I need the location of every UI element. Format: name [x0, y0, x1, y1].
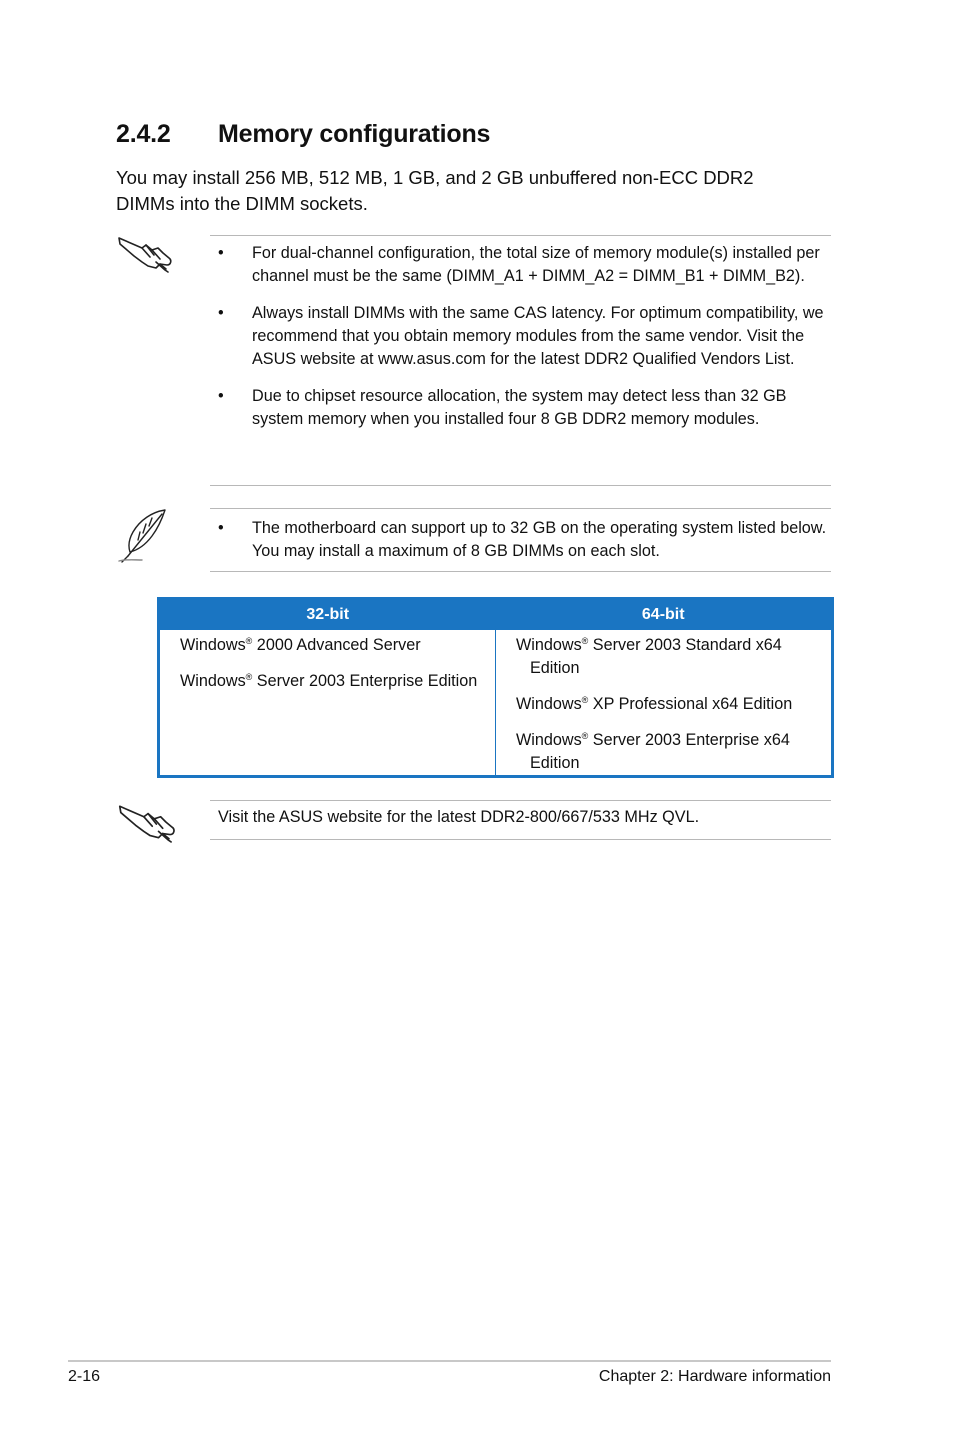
list-item	[210, 385, 831, 431]
pointing-hand-icon	[116, 232, 174, 279]
bullet-glyph: •	[218, 387, 224, 405]
note-bullet-list	[210, 517, 831, 563]
os-name: XP Professional x64 Edition	[588, 695, 793, 713]
note-text: Due to chipset resource allocation, the system may detect less than 32 GB system memory when you installed four 8 GB DDR2 memory modules.	[252, 387, 787, 428]
feather-quill-icon	[116, 508, 168, 569]
note-top-rule	[210, 508, 831, 509]
registered-mark: ®	[581, 731, 589, 741]
bullet-glyph: •	[218, 304, 224, 322]
header-64-bit: 64-bit	[496, 599, 833, 631]
os-name: Server 2003 Enterprise x64 Edition	[530, 731, 790, 772]
registered-mark: ®	[581, 695, 589, 705]
section-title: Memory configurations	[218, 120, 491, 148]
registered-mark: ®	[245, 636, 253, 646]
os-brand: Windows	[516, 695, 582, 713]
note-text: Always install DIMMs with the same CAS latency. For optimum compatibility, we recommend that you obtain memory modules from the same vendor. Visit the ASUS website at www.asus.com for the latest DDR2 Qualified Vendors List.	[252, 304, 824, 368]
registered-mark: ®	[245, 672, 253, 682]
list-item	[210, 242, 831, 288]
chapter-title: Chapter 2: Hardware information	[598, 1368, 831, 1385]
list-item	[210, 517, 831, 563]
note-top-rule	[210, 800, 831, 801]
footer-rule	[68, 1360, 831, 1362]
os-brand: Windows	[516, 731, 582, 749]
pointing-hand-icon	[116, 800, 178, 849]
bullet-glyph: •	[218, 519, 224, 537]
os-brand: Windows	[180, 636, 246, 654]
column-64-bit	[496, 630, 833, 777]
section-number: 2.4.2	[116, 120, 171, 148]
note-text: The motherboard can support up to 32 GB on the operating system listed below. You may install a maximum of 8 GB DIMMs on each slot.	[252, 519, 827, 560]
os-name: Server 2003 Standard x64 Edition	[530, 636, 782, 677]
note-top-rule	[210, 235, 831, 236]
note-bottom-rule	[210, 485, 831, 486]
table-row	[159, 630, 833, 777]
list-item	[210, 302, 831, 371]
table-header-row	[159, 599, 833, 631]
bullet-glyph: •	[218, 244, 224, 262]
os-entry	[516, 634, 821, 680]
qvl-note-text: Visit the ASUS website for the latest DDR2-800/667/533 MHz QVL.	[218, 808, 700, 826]
os-name: 2000 Advanced Server	[252, 636, 421, 654]
header-32-bit: 32-bit	[159, 599, 496, 631]
os-name: Server 2003 Enterprise Edition	[252, 672, 478, 690]
os-entry	[180, 634, 485, 657]
note-bottom-rule	[210, 839, 831, 840]
os-brand: Windows	[516, 636, 582, 654]
note-text: For dual-channel configuration, the total size of memory module(s) installed per channel must be the same (DIMM_A1 + DIMM_A2 = DIMM_B1 + DIMM_B2).	[252, 244, 820, 285]
column-32-bit	[159, 630, 496, 777]
note-bottom-rule	[210, 571, 831, 572]
os-support-table	[157, 597, 834, 778]
registered-mark: ®	[581, 636, 589, 646]
os-support-note	[210, 517, 831, 577]
memory-notes	[210, 242, 831, 445]
section-heading	[116, 120, 490, 149]
os-entry	[180, 670, 485, 693]
page-number: 2-16	[68, 1368, 101, 1385]
note-bullet-list	[210, 242, 831, 431]
intro-paragraph: You may install 256 MB, 512 MB, 1 GB, and 2 GB unbuffered non-ECC DDR2 DIMMs into the DIMM sockets.	[116, 167, 754, 214]
os-entry	[516, 729, 821, 775]
os-entry	[516, 693, 821, 716]
os-brand: Windows	[180, 672, 246, 690]
